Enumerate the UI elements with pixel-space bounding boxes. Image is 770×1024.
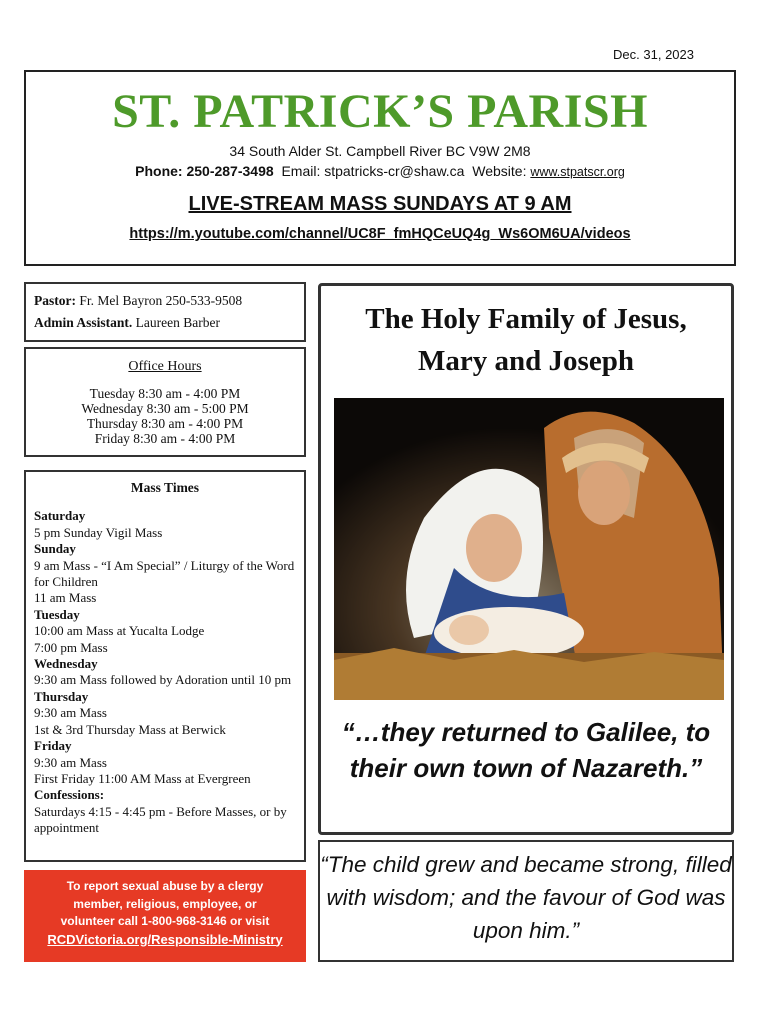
office-hours-line: Thursday 8:30 am - 4:00 PM [86,416,244,431]
mass-times-title: Mass Times [130,480,200,495]
office-hours-line: Wednesday 8:30 am - 5:00 PM [81,401,249,416]
day-friday: Friday [34,738,72,754]
office-hours-box [24,347,306,457]
office-hours-title: Office Hours [128,359,202,374]
mass-entry: 5 pm Sunday Vigil Mass [34,524,163,540]
scripture-quote-box [318,840,734,962]
mass-entry: 7:00 pm Mass [34,639,108,655]
youtube-link[interactable]: https://m.youtube.com/channel/UC8F_fmHQCeUQ4g_Ws6OM6UA/videos [129,226,631,242]
feast-quote: “…they returned to Galilee, to their own town of Nazareth.” [341,717,711,783]
mass-entry: 9:30 am Mass followed by Adoration until 10 pm [34,672,292,688]
day-saturday: Saturday [34,508,86,524]
staff-box [24,282,306,342]
mass-entry: First Friday 11:00 AM Mass at Evergreen [34,770,251,786]
livestream-heading: LIVE-STREAM MASS SUNDAYS AT 9 AM [188,193,572,215]
abuse-text-line: volunteer call 1-800-968-3146 or visit [60,914,270,928]
header [24,70,736,266]
day-wednesday: Wednesday [34,656,98,672]
responsible-ministry-link[interactable]: RCDVictoria.org/Responsible-Ministry [47,931,283,947]
admin-label: Admin Assistant. [34,315,133,330]
day-sunday: Sunday [34,541,76,557]
feast-box [318,283,734,835]
mass-entry: 9:30 am Mass [34,705,107,721]
office-hours-line: Tuesday 8:30 am - 4:00 PM [89,386,241,401]
mass-entry: 1st & 3rd Thursday Mass at Berwick [34,721,226,737]
confessions-label: Confessions: [34,787,105,803]
contact-line [26,163,734,179]
confessions-entry: Saturdays 4:15 - 4:45 pm - Before Masses, or by appointment [34,803,287,836]
mass-entry: 10:00 am Mass at Yucalta Lodge [34,623,205,639]
phone: Phone: 250-287-3498 [135,163,274,179]
feast-title-line: The Holy Family of Jesus, [365,303,687,335]
mass-times-box [24,470,306,862]
address: 34 South Alder St. Campbell River BC V9W 2M8 [229,143,531,159]
pastor-name: Fr. Mel Bayron 250-533-9508 [79,293,243,308]
mass-entry: 9 am Mass - “I Am Special” / Liturgy of the Word for Children [34,557,295,590]
nativity-image [334,398,724,700]
admin-name: Laureen Barber [135,315,220,330]
feast-title [321,298,731,382]
email: Email: stpatricks-cr@shaw.ca [281,163,465,179]
abuse-text-line: member, religious, employee, or [73,896,257,911]
abuse-report-box [24,870,306,962]
website-label: Website: [472,163,527,179]
website-link[interactable]: www.stpatscr.org [530,165,625,179]
day-tuesday: Tuesday [34,606,80,622]
abuse-text-line: To report sexual abuse by a clergy [66,879,264,893]
day-thursday: Thursday [34,688,89,704]
feast-title-line: Mary and Joseph [418,345,634,377]
bulletin-date: Dec. 31, 2023 [613,47,694,62]
parish-title: ST. PATRICK’S PARISH [112,85,648,138]
pastor-label: Pastor: [34,293,76,308]
mass-entry: 9:30 am Mass [34,754,107,770]
office-hours-line: Friday 8:30 am - 4:00 PM [94,431,236,446]
scripture-quote: “The child grew and became strong, filled with wisdom; and the favour of God was upon him.” [320,852,732,943]
mass-entry: 11 am Mass [34,590,97,606]
